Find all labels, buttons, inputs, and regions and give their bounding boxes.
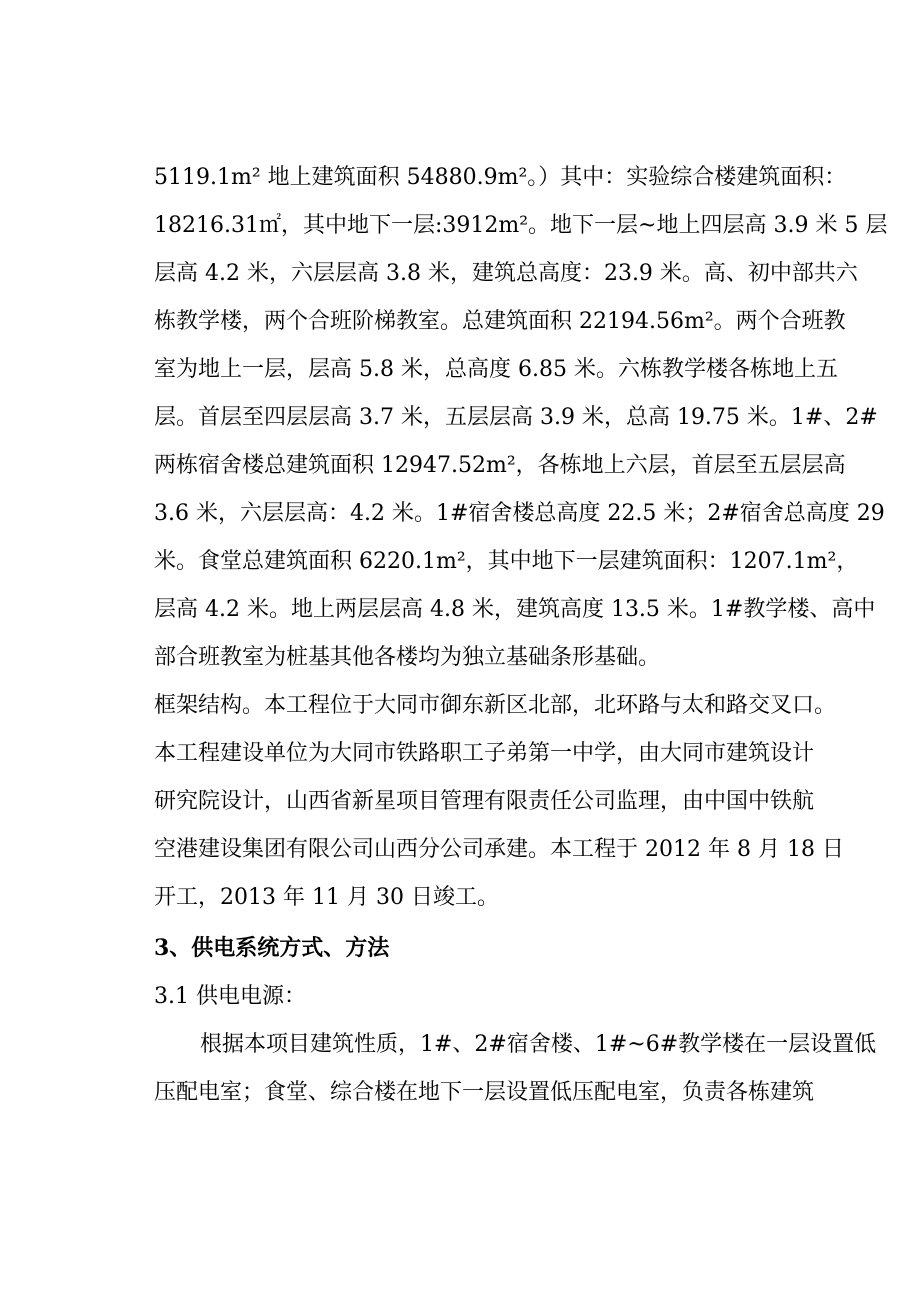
text-line: 层高 4.2 米，六层层高 3.8 米，建筑总高度：23.9 米。高、初中部共六 bbox=[154, 261, 858, 286]
text-line: 空港建设集团有限公司山西分公司承建。本工程于 2012 年 8 月 18 日 bbox=[154, 837, 844, 862]
text-line: 室为地上一层，层高 5.8 米，总高度 6.85 米。六栋教学楼各栋地上五 bbox=[154, 357, 838, 382]
text-line: 部合班教室为桩基其他各楼均为独立基础条形基础。 bbox=[154, 645, 661, 670]
text-line: 开工，2013 年 11 月 30 日竣工。 bbox=[154, 885, 499, 910]
text-line: 本工程建设单位为大同市铁路职工子弟第一中学，由大同市建筑设计 bbox=[154, 741, 815, 766]
section-heading: 3、供电系统方式、方法 bbox=[154, 935, 390, 961]
text-line: 5119.1m² 地上建筑面积 54880.9m²。）其中：实验综合楼建筑面积： bbox=[154, 165, 847, 190]
text-line: 18216.31㎡，其中地下一层:3912m²。地下一层~地上四层高 3.9 米 5 层 bbox=[154, 213, 888, 238]
text-line: 压配电室；食堂、综合楼在地下一层设置低压配电室，负责各栋建筑 bbox=[154, 1080, 815, 1105]
text-line: 米。食堂总建筑面积 6220.1m²，其中地下一层建筑面积：1207.1m²， bbox=[154, 549, 859, 574]
text-line: 根据本项目建筑性质，1#、2#宿舍楼、1#~6#教学楼在一层设置低 bbox=[200, 1032, 877, 1057]
text-line: 栋教学楼，两个合班阶梯教室。总建筑面积 22194.56m²。两个合班教 bbox=[154, 309, 846, 334]
text-line: 研究院设计，山西省新星项目管理有限责任公司监理，由中国中铁航 bbox=[154, 789, 815, 814]
text-line: 两栋宿舍楼总建筑面积 12947.52m²，各栋地上六层，首层至五层层高 bbox=[154, 453, 846, 478]
text-line: 框架结构。本工程位于大同市御东新区北部，北环路与太和路交叉口。 bbox=[154, 693, 837, 718]
text-line: 层。首层至四层层高 3.7 米，五层层高 3.9 米，总高 19.75 米。1#、2# bbox=[154, 405, 878, 430]
subsection-heading: 3.1 供电电源： bbox=[154, 984, 306, 1009]
text-line: 3.6 米，六层层高：4.2 米。1#宿舍楼总高度 22.5 米；2#宿舍总高度 29 bbox=[154, 501, 885, 526]
text-line: 层高 4.2 米。地上两层层高 4.8 米，建筑高度 13.5 米。1#教学楼、高中 bbox=[154, 597, 876, 622]
